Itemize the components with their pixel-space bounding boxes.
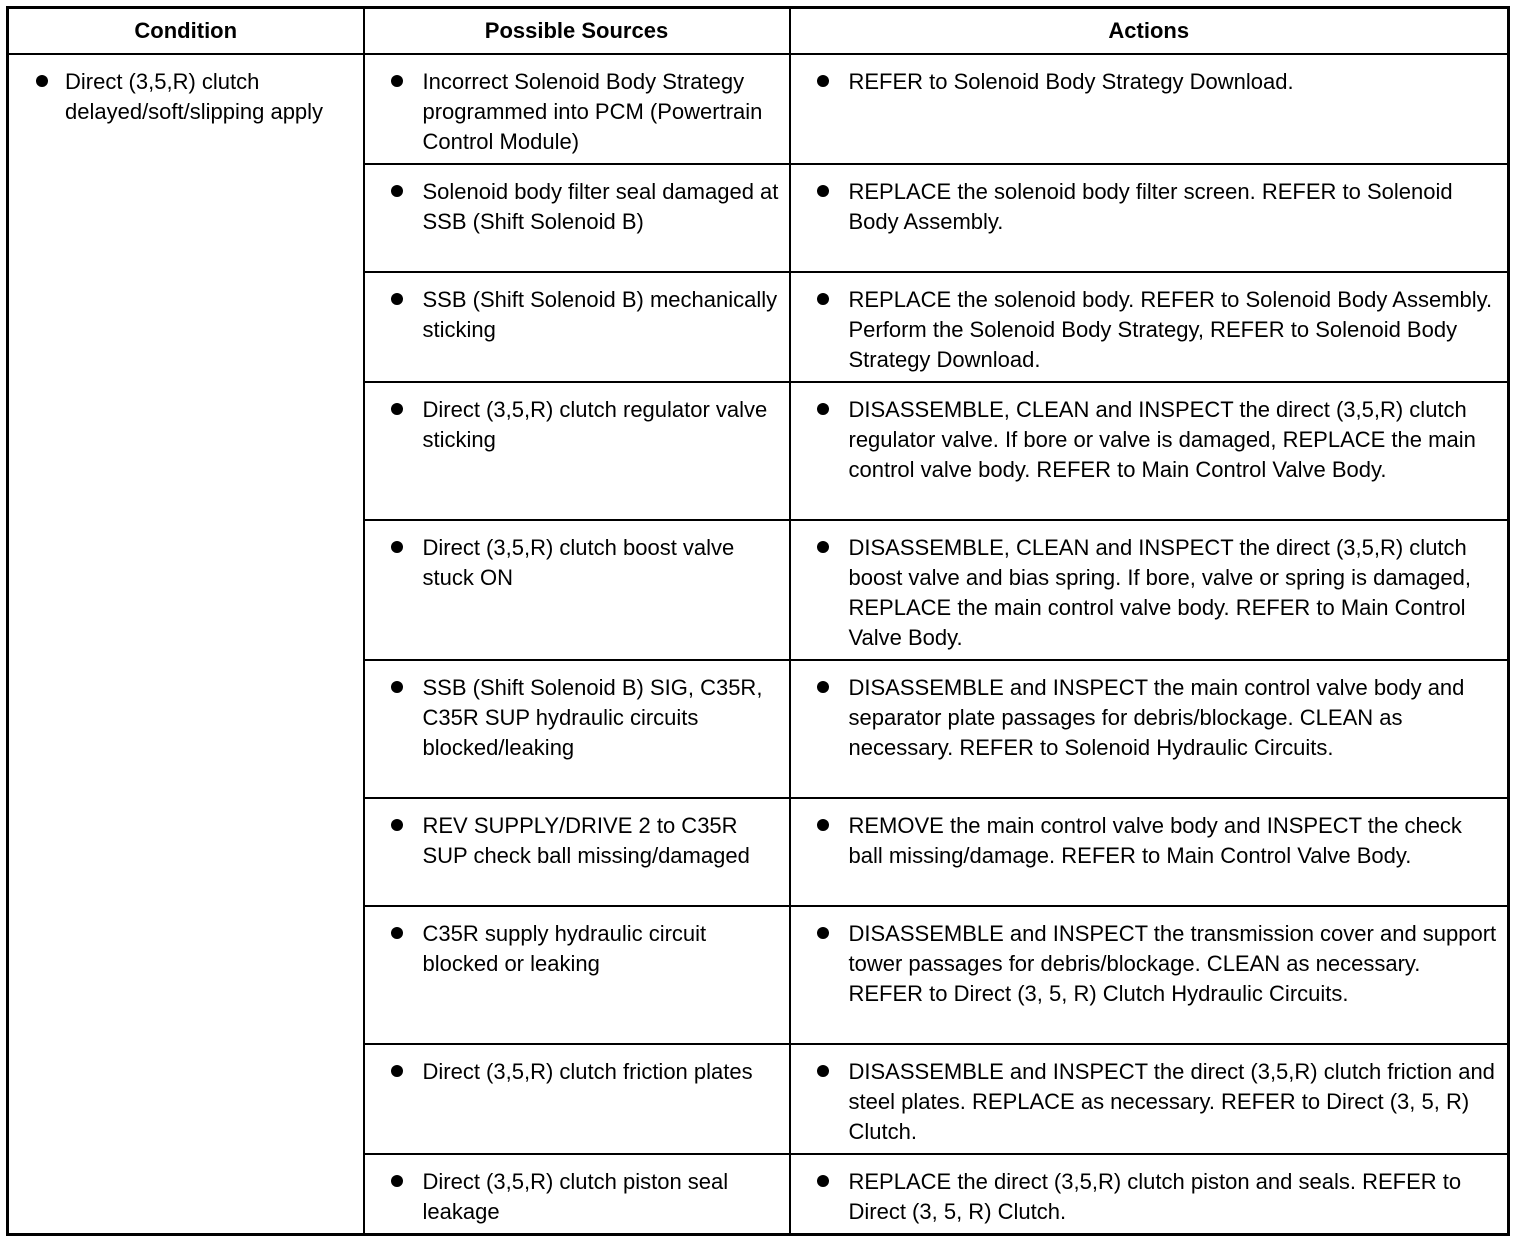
bullet-icon — [391, 293, 403, 305]
condition-cell — [8, 54, 364, 1235]
action-text: REFER to Solenoid Body Strategy Download. — [848, 69, 1294, 94]
actions-header: Actions — [790, 8, 1509, 55]
source-cell — [364, 660, 790, 798]
diagnosis-table — [6, 6, 1510, 1236]
source-cell — [364, 906, 790, 1044]
action-cell — [790, 1154, 1509, 1235]
bullet-icon — [391, 1065, 403, 1077]
bullet-icon — [391, 927, 403, 939]
action-cell — [790, 164, 1509, 272]
action-cell — [790, 382, 1509, 520]
source-text: Incorrect Solenoid Body Strategy programmed into PCM (Powertrain Control Module) — [422, 69, 763, 154]
bullet-icon — [391, 819, 403, 831]
bullet-icon — [817, 293, 829, 305]
source-text: C35R supply hydraulic circuit blocked or leaking — [422, 921, 707, 976]
source-cell — [364, 164, 790, 272]
action-cell — [790, 1044, 1509, 1154]
condition-text: Direct (3,5,R) clutch delayed/soft/slipping apply — [65, 69, 324, 124]
action-cell — [790, 906, 1509, 1044]
source-cell — [364, 1044, 790, 1154]
action-text: REPLACE the solenoid body. REFER to Solenoid Body Assembly. Perform the Solenoid Body Strategy, REFER to Solenoid Body Strategy Download. — [848, 287, 1493, 372]
bullet-icon — [817, 819, 829, 831]
table-row — [8, 54, 1509, 164]
source-cell — [364, 1154, 790, 1235]
bullet-icon — [391, 75, 403, 87]
bullet-icon — [391, 1175, 403, 1187]
bullet-icon — [391, 541, 403, 553]
action-cell — [790, 520, 1509, 660]
bullet-icon — [391, 403, 403, 415]
condition-header: Condition — [8, 8, 364, 55]
bullet-icon — [817, 75, 829, 87]
source-text: Direct (3,5,R) clutch boost valve stuck ON — [422, 535, 735, 590]
action-cell — [790, 798, 1509, 906]
action-cell — [790, 272, 1509, 382]
action-text: DISASSEMBLE and INSPECT the direct (3,5,R) clutch friction and steel plates. REPLACE as necessary. REFER to Direct (3, 5, R) Clutch. — [848, 1059, 1495, 1144]
action-cell — [790, 660, 1509, 798]
bullet-icon — [817, 1065, 829, 1077]
sources-header: Possible Sources — [364, 8, 790, 55]
action-text: REMOVE the main control valve body and INSPECT the check ball missing/damage. REFER to Main Control Valve Body. — [848, 813, 1462, 868]
bullet-icon — [391, 185, 403, 197]
source-cell — [364, 382, 790, 520]
source-cell — [364, 272, 790, 382]
bullet-icon — [36, 75, 48, 87]
bullet-icon — [817, 681, 829, 693]
action-text: REPLACE the direct (3,5,R) clutch piston and seals. REFER to Direct (3, 5, R) Clutch. — [848, 1169, 1462, 1224]
source-cell — [364, 54, 790, 164]
bullet-icon — [391, 681, 403, 693]
bullet-icon — [817, 1175, 829, 1187]
action-text: DISASSEMBLE, CLEAN and INSPECT the direct (3,5,R) clutch regulator valve. If bore or valve is damaged, REPLACE the main control valve body. REFER to Main Control Valve Body. — [848, 397, 1476, 482]
source-text: SSB (Shift Solenoid B) SIG, C35R, C35R SUP hydraulic circuits blocked/leaking — [422, 675, 763, 760]
bullet-icon — [817, 927, 829, 939]
action-text: DISASSEMBLE, CLEAN and INSPECT the direct (3,5,R) clutch boost valve and bias spring. If bore, valve or spring is damaged, REPLACE the main control valve body. REFER to Main Control Valve Body. — [848, 535, 1471, 650]
action-cell — [790, 54, 1509, 164]
bullet-icon — [817, 541, 829, 553]
source-cell — [364, 520, 790, 660]
source-text: SSB (Shift Solenoid B) mechanically sticking — [422, 287, 778, 342]
header-row — [8, 8, 1509, 55]
source-cell — [364, 798, 790, 906]
action-text: REPLACE the solenoid body filter screen. REFER to Solenoid Body Assembly. — [848, 179, 1453, 234]
source-text: Direct (3,5,R) clutch regulator valve sticking — [422, 397, 768, 452]
bullet-icon — [817, 403, 829, 415]
source-text: Direct (3,5,R) clutch friction plates — [422, 1059, 753, 1084]
source-text: Solenoid body filter seal damaged at SSB (Shift Solenoid B) — [422, 179, 779, 234]
bullet-icon — [817, 185, 829, 197]
action-text: DISASSEMBLE and INSPECT the main control valve body and separator plate passages for debris/blockage. CLEAN as necessary. REFER to Solenoid Hydraulic Circuits. — [848, 675, 1465, 760]
source-text: REV SUPPLY/DRIVE 2 to C35R SUP check ball missing/damaged — [422, 813, 750, 868]
action-text: DISASSEMBLE and INSPECT the transmission cover and support tower passages for debris/blockage. CLEAN as necessary. REFER to Direct (3, 5, R) Clutch Hydraulic Circuits. — [848, 921, 1497, 1006]
source-text: Direct (3,5,R) clutch piston seal leakage — [422, 1169, 729, 1224]
